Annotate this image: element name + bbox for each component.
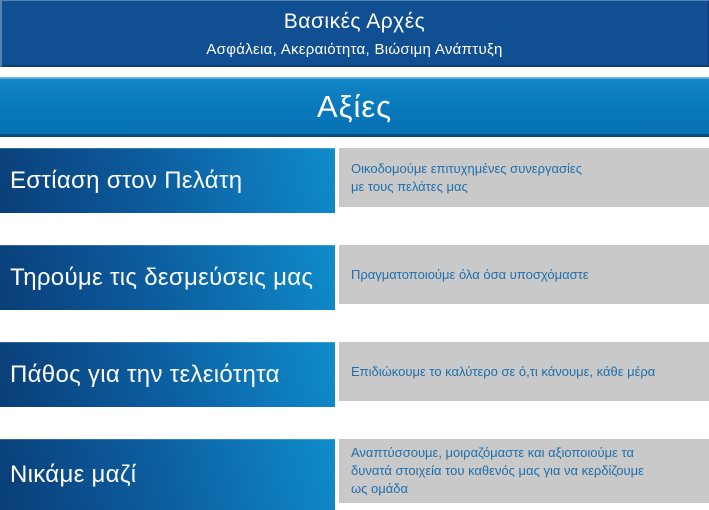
value-description-box: [339, 148, 709, 207]
value-label: Νικάμε μαζί: [10, 460, 137, 488]
values-banner: [0, 77, 709, 137]
value-label: Πάθος για την τελειότητα: [10, 360, 280, 388]
value-description-box: [339, 439, 709, 503]
principles-header: [0, 0, 709, 67]
value-description-text: Οικοδομούμε επιτυχημένες συνεργασίες με τους πελάτες μας: [351, 160, 582, 194]
principles-title: Βασικές Αρχές: [283, 9, 426, 33]
value-label: Τηρούμε τις δεσμεύσεις μας: [10, 263, 314, 291]
value-description-box: [339, 342, 709, 401]
value-label-box: [0, 342, 335, 407]
value-label-box: [0, 148, 335, 213]
value-description-text: Επιδιώκουμε το καλύτερο σε ό,τι κάνουμε, κάθε μέρα: [351, 363, 656, 379]
principles-subtitle: Ασφάλεια, Ακεραιότητα, Βιώσιμη Ανάπτυξη: [206, 40, 503, 58]
value-description-box: [339, 245, 709, 304]
value-label-box: [0, 439, 335, 510]
value-label-box: [0, 245, 335, 310]
value-label: Εστίαση στον Πελάτη: [10, 166, 243, 194]
value-description-text: Πραγματοποιούμε όλα όσα υποσχόμαστε: [351, 266, 589, 282]
value-description-text: Αναπτύσσουμε, μοιραζόμαστε και αξιοποιούμε τα δυνατά στοιχεία του καθενός μας για να κερδίζουμε ως ομάδα: [351, 445, 644, 496]
values-banner-title: Αξίες: [316, 89, 393, 124]
